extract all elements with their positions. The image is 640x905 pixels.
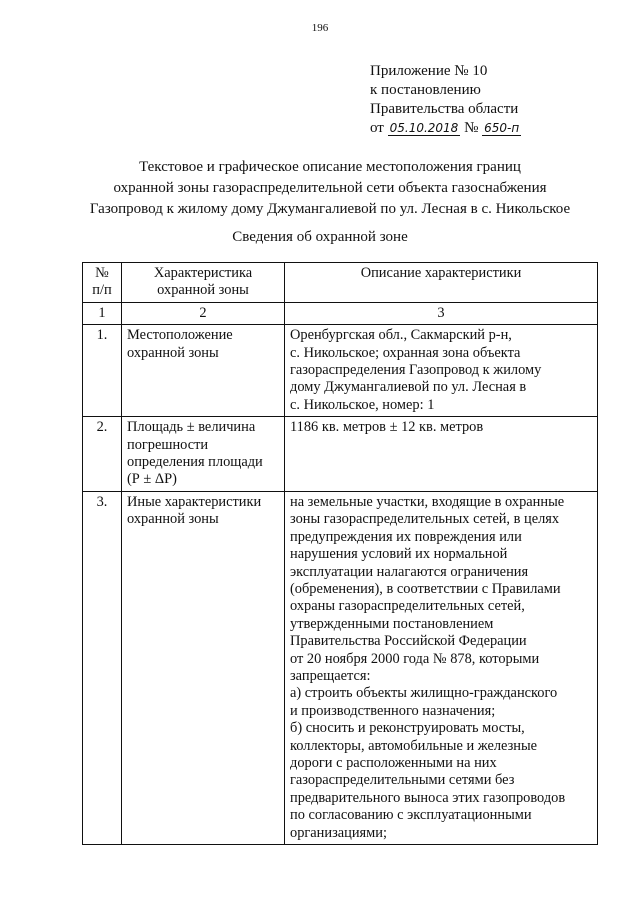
header-text: охранной зоны [157, 282, 249, 299]
row-characteristic [122, 491, 285, 844]
cell-line: (обременения), в соответствии с Правилами [290, 580, 561, 597]
row-characteristic [122, 417, 285, 492]
table-numbering-row [83, 302, 598, 324]
cell-line: утвержденными постановлением [290, 615, 494, 632]
cell-line: охранной зоны [127, 511, 219, 528]
row-description [285, 491, 598, 844]
table-row [83, 325, 598, 417]
cell-line: погрешности [127, 436, 209, 453]
header-description: Описание характеристики [285, 263, 598, 303]
cell-line: нарушения условий их нормальной [290, 546, 508, 563]
title-line: Газопровод к жилому дому Джумангалиевой по ул. Лесная в с. Никольское [89, 201, 571, 217]
cell-line: Оренбургская обл., Сакмарский р-н, [290, 327, 512, 344]
section-title: Сведения об охранной зоне [232, 229, 408, 245]
header-text: п/п [92, 282, 112, 299]
appendix-block [370, 62, 521, 138]
cell-line: определения площади [127, 454, 263, 471]
cell-line: по согласованию с эксплуатационными [290, 807, 532, 824]
appendix-line: Правительства области [370, 101, 519, 117]
appendix-line: к постановлению [370, 82, 481, 98]
cell-line: охранной зоны [127, 344, 219, 361]
row-number: 2. [83, 417, 122, 492]
cell-line: предварительного выноса этих газопроводов [290, 789, 566, 806]
cell-line: дому Джумангалиевой по ул. Лесная в [290, 379, 527, 396]
header-text: № [95, 265, 109, 281]
row-description [285, 417, 598, 492]
cell-line: Площадь ± величина [127, 419, 256, 436]
column-number: 3 [285, 302, 598, 324]
column-number: 1 [83, 302, 122, 324]
document-title [60, 157, 600, 220]
cell-line: Правительства Российской Федерации [290, 633, 527, 650]
date-prefix: от [370, 120, 384, 136]
title-line: Текстовое и графическое описание местоположения границ [139, 159, 521, 175]
cell-line: газораспределения Газопровод к жилому [290, 362, 542, 379]
cell-line: 1186 кв. метров ± 12 кв. метров [290, 419, 484, 436]
header-characteristic [122, 263, 285, 303]
cell-line: газораспределительными сетями без [290, 772, 515, 789]
table-row [83, 417, 598, 492]
appendix-date-line [370, 119, 521, 138]
row-number: 1. [83, 325, 122, 417]
cell-line: коллекторы, автомобильные и железные [290, 737, 538, 754]
row-characteristic [122, 325, 285, 417]
cell-line: от 20 ноября 2000 года № 878, которыми [290, 650, 540, 667]
cell-line: охраны газораспределительных сетей, [290, 598, 525, 615]
handwritten-date: 05.10.2018 [389, 121, 459, 135]
cell-line: и производственного назначения; [290, 702, 496, 719]
cell-line: б) сносить и реконструировать мосты, [290, 720, 525, 737]
page-number: 196 [311, 22, 329, 34]
cell-line: зоны газораспределительных сетей, в целях [290, 511, 560, 528]
header-number [83, 263, 122, 303]
cell-line: с. Никольское; охранная зона объекта [290, 344, 521, 361]
appendix-line: Приложение № 10 [370, 63, 488, 79]
cell-line: а) строить объекты жилищно-гражданского [290, 685, 558, 702]
cell-line: эксплуатации налагаются ограничения [290, 563, 529, 580]
cell-line: на земельные участки, входящие в охранные [290, 493, 565, 510]
table-header-row [83, 263, 598, 303]
number-prefix: № [464, 120, 479, 136]
cell-line: организациями; [290, 824, 387, 841]
cell-line: Иные характеристики [127, 493, 262, 510]
cell-line: Местоположение [127, 327, 233, 344]
zone-info-table [82, 262, 598, 845]
table-row [83, 491, 598, 844]
cell-line: запрещается: [290, 667, 371, 684]
header-text: Характеристика [153, 265, 253, 281]
row-description [285, 325, 598, 417]
cell-line: дороги с расположенными на них [290, 754, 497, 771]
title-line: охранной зоны газораспределительной сети объекта газоснабжения [113, 180, 547, 196]
row-number: 3. [83, 491, 122, 844]
column-number: 2 [122, 302, 285, 324]
cell-line: (Р ± ΔР) [127, 471, 177, 488]
handwritten-number: 650-п [484, 121, 520, 135]
cell-line: предупреждения их повреждения или [290, 528, 522, 545]
cell-line: с. Никольское, номер: 1 [290, 396, 435, 413]
